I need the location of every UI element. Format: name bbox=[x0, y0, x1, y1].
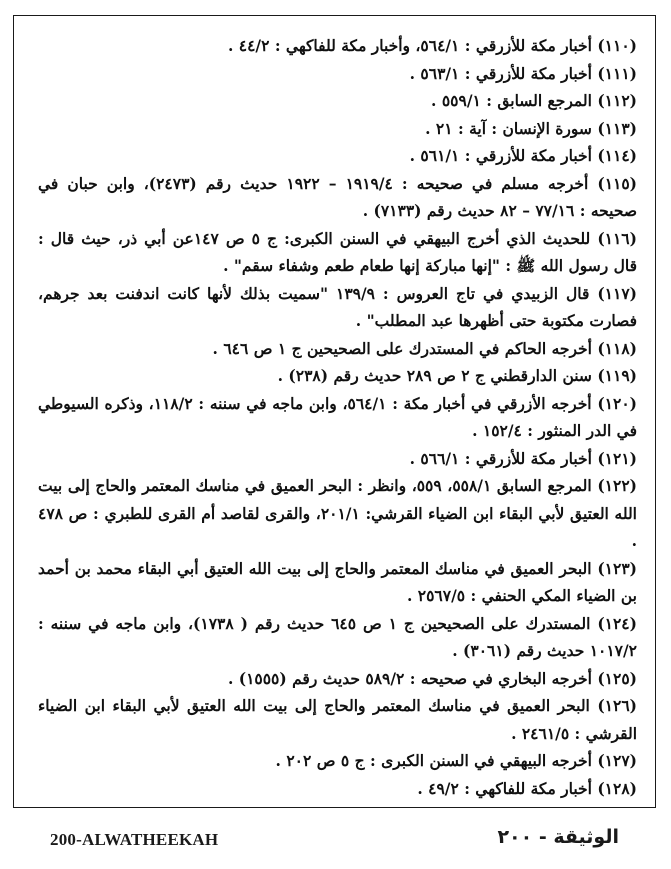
footnote bbox=[38, 115, 637, 143]
footnote-text: أخرجه الأزرقي في أخبار مكة : ٥٦٤/١، وابن ماجه في سننه : ١١٨/٢، وذكره السيوطي في الدر المنثور : ١٥٢/٤ . bbox=[38, 393, 637, 440]
page-footer bbox=[0, 826, 671, 856]
footnotes-list bbox=[38, 32, 637, 802]
footnote bbox=[38, 775, 637, 803]
footnote-text: المرجع السابق ٥٥٨/١، ٥٥٩، وانظر : البحر العميق في مناسك المعتمر والحاج إلى بيت الله العتيق لأبي البقاء ابن الضياء القرشي: ٢٠١/١، والقرى لقاصد أم القرى للطبري : ص ٤٧٨ . bbox=[38, 476, 637, 550]
footnote-number: (١٢٥) bbox=[597, 668, 637, 688]
footnote-number: (١٢٦) bbox=[597, 696, 637, 715]
footnote-number: (١١٥) bbox=[597, 173, 638, 193]
footnote-number: (١٢٢) bbox=[597, 476, 637, 495]
footnote bbox=[38, 60, 637, 88]
footnote bbox=[38, 142, 637, 170]
footnote-number: (١١٢) bbox=[597, 91, 637, 110]
footnote-text: المستدرك على الصحيحين ج ١ ص ٦٤٥ حديث رقم ( ١٧٣٨)، وابن ماجه في سننه : ١٠١٧/٢ حديث رقم (٣٠٦١) . bbox=[38, 613, 637, 660]
footnote-text: أخرجه مسلم في صحيحه : ١٩١٩/٤ – ١٩٢٢ حديث رقم (٢٤٧٣)، وابن حبان في صحيحه : ٧٧/١٦ – ٨٢ حديث رقم (٧١٣٣) . bbox=[38, 173, 637, 220]
footnote-text: أخبار مكة للأزرقي : ٥٦١/١ . bbox=[409, 146, 592, 165]
footnote bbox=[38, 225, 637, 280]
footnote-text: أخبار مكة للأزرقي : ٥٦٣/١ . bbox=[409, 63, 592, 83]
footnote-text: أخبار مكة للفاكهي : ٤٩/٢ . bbox=[417, 778, 592, 798]
footnote bbox=[38, 170, 637, 225]
footnote bbox=[38, 87, 637, 115]
footnote-number: (١١٠) bbox=[597, 36, 637, 55]
footer-arabic-page-label: الوثيقة - ٢٠٠ bbox=[497, 826, 619, 848]
footnote-text: أخرجه البيهقي في السنن الكبرى : ج ٥ ص ٢٠٢ . bbox=[275, 751, 592, 770]
footnote-text: أخبار مكة للأزرقي : ٥٦٦/١ . bbox=[409, 448, 592, 468]
footnote bbox=[38, 280, 637, 335]
footnote-number: (١١٨) bbox=[597, 338, 637, 358]
footnote-number: (١١١) bbox=[597, 63, 637, 83]
footnote-number: (١١٦) bbox=[597, 228, 637, 248]
footnote bbox=[38, 747, 637, 775]
footnote-text: البحر العميق في مناسك المعتمر والحاج إلى بيت الله العتيق أبي البقاء محمد بن أحمد بن الضياء المكي الحنفي : ٢٥٦٧/٥ . bbox=[38, 558, 637, 605]
footnote-text: البحر العميق في مناسك المعتمر والحاج إلى بيت الله العتيق لأبي البقاء ابن الضياء القرشي : ٢٤٦١/٥ . bbox=[38, 696, 637, 743]
footnote-number: (١٢٠) bbox=[597, 393, 637, 413]
footnote-number: (١١٩) bbox=[597, 366, 637, 385]
footnote bbox=[38, 32, 637, 60]
footnote bbox=[38, 362, 637, 390]
footnote-number: (١٢٨) bbox=[597, 778, 637, 798]
footnotes-frame bbox=[13, 15, 656, 808]
footnote-number: (١٢١) bbox=[597, 448, 637, 468]
footnote-text: سنن الدارقطني ج ٢ ص ٢٨٩ حديث رقم (٢٣٨) . bbox=[277, 366, 592, 385]
footer-english-page-label: 200-ALWATHEEKAH bbox=[50, 830, 219, 849]
footnote-text: سورة الإنسان : آية : ٢١ . bbox=[425, 118, 592, 138]
footnote bbox=[38, 692, 637, 747]
footnote-number: (١١٧) bbox=[597, 283, 637, 303]
footnote-number: (١١٣) bbox=[597, 118, 637, 138]
footnote-text: للحديث الذي أخرج البيهقي في السنن الكبرى: ج ٥ ص ١٤٧عن أبي ذر، حيث قال : قال رسول الله ﷺ : "إنها مباركة إنها طعام طعم وشفاء سقم" . bbox=[38, 228, 637, 275]
footnote-text: أخبار مكة للأزرقي : ٥٦٤/١، وأخبار مكة للفاكهي : ٤٤/٢ . bbox=[227, 36, 592, 55]
footnote-text: أخرجه الحاكم في المستدرك على الصحيحين ج ١ ص ٦٤٦ . bbox=[212, 338, 592, 358]
footnote-text: قال الزبيدي في تاج العروس : ١٣٩/٩ "سميت بذلك لأنها كانت اندفنت بعد جرهم، فصارت مكتوبة حتى أظهرها عبد المطلب" . bbox=[38, 283, 637, 330]
footnote-number: (١٢٤) bbox=[597, 613, 637, 633]
footnote-number: (١٢٧) bbox=[597, 751, 637, 770]
footnote-text: أخرجه البخاري في صحيحه : ٥٨٩/٢ حديث رقم (١٥٥٥) . bbox=[227, 668, 592, 688]
footnote-number: (١١٤) bbox=[597, 146, 637, 165]
footnote bbox=[38, 335, 637, 363]
footnote bbox=[38, 665, 637, 693]
footnote-text: المرجع السابق : ٥٥٩/١ . bbox=[431, 91, 592, 110]
footnote-number: (١٢٣) bbox=[597, 558, 637, 578]
footnote bbox=[38, 610, 637, 665]
footnote bbox=[38, 472, 637, 555]
footnote bbox=[38, 390, 637, 445]
footnote bbox=[38, 445, 637, 473]
footnote bbox=[38, 555, 637, 610]
